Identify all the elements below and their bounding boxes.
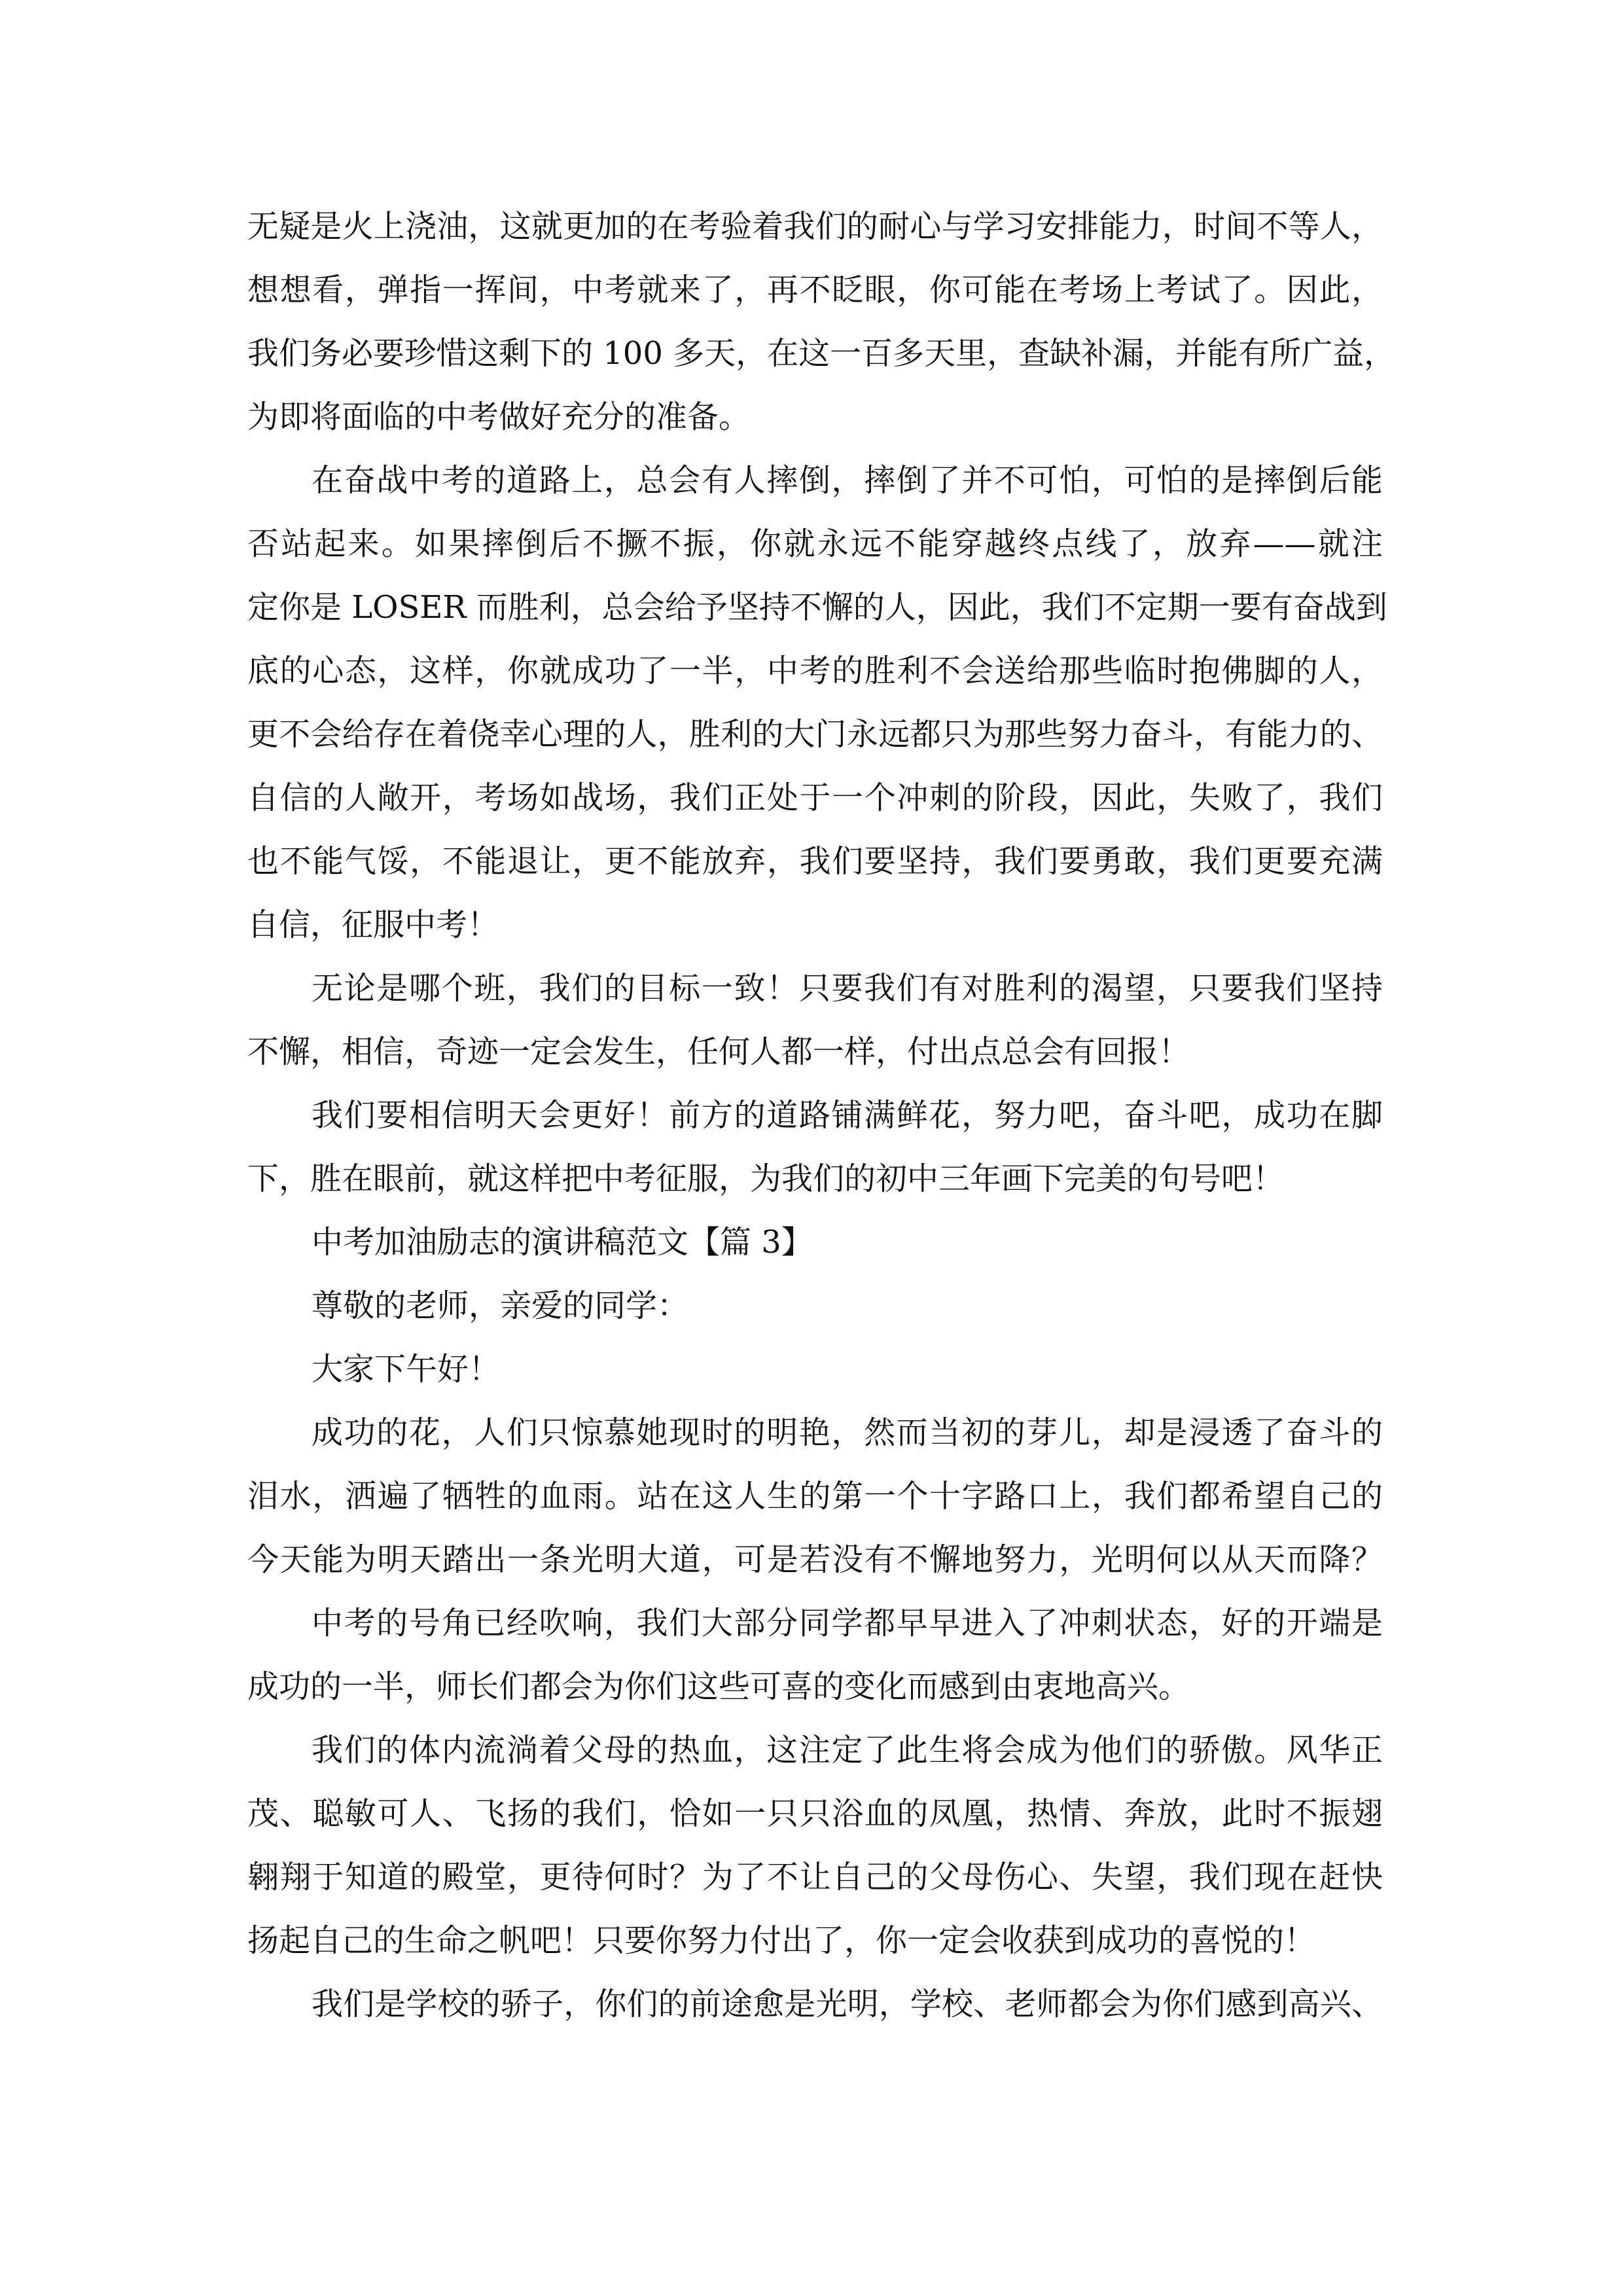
text-line: 扬起自己的生命之帆吧！只要你努力付出了，你一定会收获到成功的喜悦的！ (247, 1922, 1316, 1959)
text-line: 为即将面临的中考做好充分的准备。 (247, 399, 751, 435)
text-line: 成功的一半，师长们都会为你们这些可喜的变化而感到由衷地高兴。 (247, 1668, 1190, 1705)
text-line: 无疑是火上浇油，这就更加的在考验着我们的耐心与学习安排能力，时间不等人， (247, 208, 1383, 245)
text-line: 茂、聪敏可人、飞扬的我们，恰如一只只浴血的凤凰，热情、奔放，此时不振翅 (247, 1795, 1383, 1832)
text-line: 我们的体内流淌着父母的热血，这注定了此生将会成为他们的骄傲。风华正 (312, 1732, 1383, 1768)
text-line: 更不会给存在着侥幸心理的人，胜利的大门永远都只为那些努力奋斗，有能力的、 (247, 716, 1383, 753)
text-line: 也不能气馁，不能退让，更不能放弃，我们要坚持，我们要勇敢，我们更要充满 (247, 843, 1383, 880)
text-line: 我们是学校的骄子，你们的前途愈是光明，学校、老师都会为你们感到高兴、 (312, 1986, 1383, 2022)
text-line: 泪水，洒遍了牺牲的血雨。站在这人生的第一个十字路口上，我们都希望自己的 (247, 1478, 1383, 1515)
text-line: 今天能为明天踏出一条光明大道，可是若没有不懈地努力，光明何以从天而降？ (247, 1541, 1383, 1578)
text-line: 我们要相信明天会更好！前方的道路铺满鲜花，努力吧，奋斗吧，成功在脚 (312, 1097, 1383, 1134)
text-line: 否站起来。如果摔倒后不撅不振，你就永远不能穿越终点线了，放弃——就注 (247, 526, 1383, 562)
text-line: 自信，征服中考！ (247, 906, 499, 943)
text-line: 定你是 LOSER 而胜利，总会给予坚持不懈的人，因此，我们不定期一要有奋战到 (247, 589, 1387, 626)
text-line: 大家下午好！ (312, 1351, 501, 1388)
text-line: 在奋战中考的道路上，总会有人摔倒，摔倒了并不可怕，可怕的是摔倒后能 (312, 462, 1383, 499)
text-line: 中考加油励志的演讲稿范文【篇 3】 (312, 1224, 813, 1261)
text-line: 翱翔于知道的殿堂，更待何时？为了不让自己的父母伤心、失望，我们现在赶快 (247, 1859, 1383, 1895)
text-line: 自信的人敞开，考场如战场，我们正处于一个冲刺的阶段，因此，失败了，我们 (247, 780, 1383, 816)
text-line: 不懈，相信，奇迹一定会发生，任何人都一样，付出点总会有回报！ (247, 1033, 1190, 1070)
body-text (247, 195, 1396, 2036)
text-line: 无论是哪个班，我们的目标一致！只要我们有对胜利的渴望，只要我们坚持 (312, 970, 1383, 1007)
text-line: 底的心态，这样，你就成功了一半，中考的胜利不会送给那些临时抱佛脚的人， (247, 653, 1383, 689)
text-line: 我们务必要珍惜这剩下的 100 多天，在这一百多天里，查缺补漏，并能有所广益， (247, 335, 1396, 372)
text-line: 尊敬的老师，亲爱的同学： (312, 1287, 689, 1324)
text-line: 中考的号角已经吹响，我们大部分同学都早早进入了冲刺状态，好的开端是 (312, 1605, 1383, 1641)
text-line: 下，胜在眼前，就这样把中考征服，为我们的初中三年画下完美的句号吧！ (247, 1160, 1285, 1197)
text-line: 成功的花，人们只惊慕她现时的明艳，然而当初的芽儿，却是浸透了奋斗的 (312, 1414, 1383, 1451)
text-line: 想想看，弹指一挥间，中考就来了，再不眨眼，你可能在考场上考试了。因此， (247, 272, 1383, 308)
